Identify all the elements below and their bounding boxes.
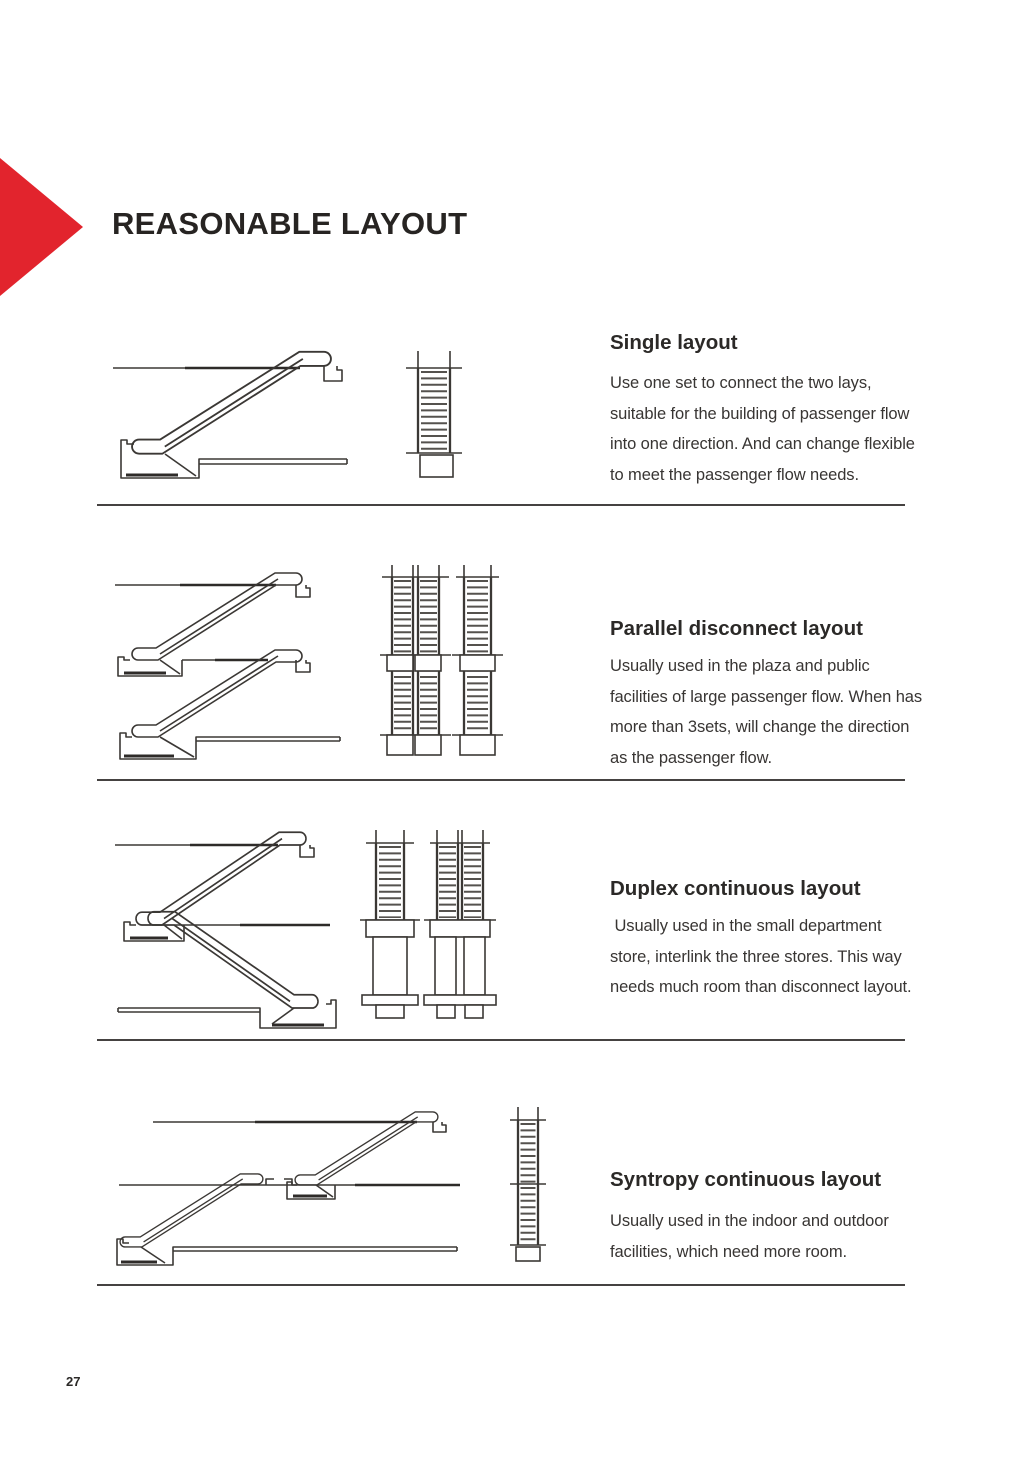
section-body-parallel: Usually used in the plaza and public facilities of large passenger flow. When has more than 3sets, will change the direction as the passenger flow. <box>610 657 927 767</box>
syntropy-continuous-diagram <box>105 1093 550 1268</box>
section-body-single: Use one set to connect the two lays, suitable for the building of passenger flow into one direction. And can change flexible to meet the passenger flow needs. <box>610 374 920 484</box>
parallel-disconnect-diagram <box>110 555 510 790</box>
page-number: 27 <box>66 1374 81 1389</box>
single-plan-view <box>406 351 462 477</box>
section-heading-parallel: Parallel disconnect layout <box>610 617 863 640</box>
section-divider <box>97 1284 905 1286</box>
section-heading-single: Single layout <box>610 331 738 354</box>
single-side-view <box>113 352 347 478</box>
section-body-duplex: Usually used in the small department store, interlink the three stores. This way needs much room than disconnect layout. <box>610 917 912 996</box>
section-divider <box>97 1039 905 1041</box>
section-heading-duplex: Duplex continuous layout <box>610 877 861 900</box>
section-divider <box>97 504 905 506</box>
section-divider <box>97 779 905 781</box>
single-layout-diagram <box>110 340 465 492</box>
parallel-plan-view-single <box>452 565 503 755</box>
section-heading-syntropy: Syntropy continuous layout <box>610 1168 882 1191</box>
parallel-side-view <box>115 573 340 759</box>
page-title: REASONABLE LAYOUT <box>112 206 468 241</box>
syntropy-plan-view <box>510 1107 546 1261</box>
parallel-plan-view-double <box>380 565 451 755</box>
syntropy-side-view <box>117 1112 460 1265</box>
duplex-plan-view-single <box>360 830 420 1018</box>
red-arrow-accent <box>0 158 83 296</box>
section-body-syntropy: Usually used in the indoor and outdoor facilities, which need more room. <box>610 1212 894 1261</box>
duplex-side-view <box>115 832 336 1028</box>
duplex-continuous-diagram <box>110 818 540 1043</box>
duplex-plan-view-double <box>424 830 496 1018</box>
